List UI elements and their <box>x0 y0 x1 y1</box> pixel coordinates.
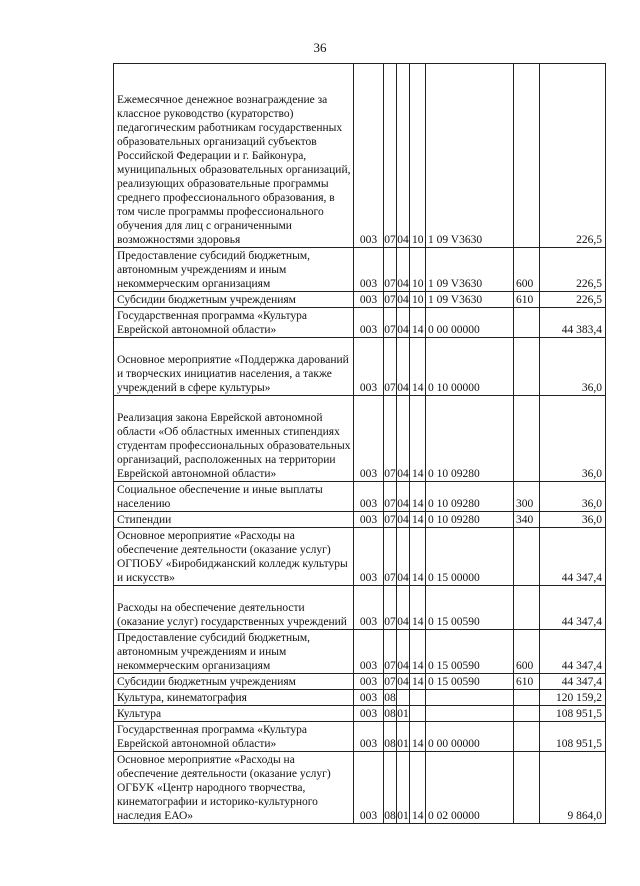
section-code-cell: 07 <box>384 482 397 512</box>
table-row <box>114 528 606 586</box>
csr-prefix-cell <box>410 706 426 722</box>
grbs-code-cell: 003 <box>354 586 384 630</box>
section-code-cell: 07 <box>384 586 397 630</box>
target-article-code-cell: 0 15 00590 <box>426 586 514 630</box>
subsection-code-cell <box>397 690 410 706</box>
amount-cell: 44 347,4 <box>540 586 606 630</box>
section-code-cell: 07 <box>384 292 397 308</box>
section-code-cell: 07 <box>384 528 397 586</box>
expense-type-code-cell <box>514 722 540 752</box>
table-row <box>114 64 606 248</box>
target-article-code-cell <box>426 706 514 722</box>
csr-prefix-cell: 14 <box>410 308 426 338</box>
expense-type-code-cell <box>514 308 540 338</box>
row-name-cell: Государственная программа «Культура Еврейской автономной области» <box>114 308 354 338</box>
row-name-cell: Реализация закона Еврейской автономной области «Об областных именных стипендиях студентам профессиональных образовательных организаций, расположенных на территории Еврейской автономной области» <box>114 396 354 482</box>
section-code-cell: 08 <box>384 722 397 752</box>
expense-type-code-cell <box>514 586 540 630</box>
csr-prefix-cell: 14 <box>410 674 426 690</box>
expense-type-code-cell <box>514 338 540 396</box>
row-name-cell: Субсидии бюджетным учреждениям <box>114 292 354 308</box>
target-article-code-cell: 0 15 00000 <box>426 528 514 586</box>
table-row <box>114 248 606 292</box>
grbs-code-cell: 003 <box>354 690 384 706</box>
subsection-code-cell: 04 <box>397 674 410 690</box>
section-code-cell: 07 <box>384 512 397 528</box>
row-name-cell: Стипендии <box>114 512 354 528</box>
section-code-cell: 07 <box>384 630 397 674</box>
amount-cell: 9 864,0 <box>540 752 606 824</box>
expense-type-code-cell <box>514 752 540 824</box>
csr-prefix-cell: 10 <box>410 292 426 308</box>
expense-type-code-cell: 300 <box>514 482 540 512</box>
amount-cell: 36,0 <box>540 396 606 482</box>
grbs-code-cell: 003 <box>354 512 384 528</box>
table-row <box>114 308 606 338</box>
grbs-code-cell: 003 <box>354 64 384 248</box>
grbs-code-cell: 003 <box>354 396 384 482</box>
csr-prefix-cell: 14 <box>410 722 426 752</box>
section-code-cell: 07 <box>384 308 397 338</box>
amount-cell: 226,5 <box>540 64 606 248</box>
csr-prefix-cell: 14 <box>410 752 426 824</box>
row-name-cell: Субсидии бюджетным учреждениям <box>114 674 354 690</box>
target-article-code-cell: 1 09 V3630 <box>426 248 514 292</box>
subsection-code-cell: 04 <box>397 630 410 674</box>
subsection-code-cell: 04 <box>397 248 410 292</box>
csr-prefix-cell: 14 <box>410 512 426 528</box>
table-row <box>114 674 606 690</box>
subsection-code-cell: 01 <box>397 722 410 752</box>
target-article-code-cell: 0 15 00590 <box>426 674 514 690</box>
amount-cell: 44 347,4 <box>540 630 606 674</box>
grbs-code-cell: 003 <box>354 292 384 308</box>
section-code-cell: 07 <box>384 64 397 248</box>
grbs-code-cell: 003 <box>354 248 384 292</box>
expense-type-code-cell <box>514 706 540 722</box>
amount-cell: 108 951,5 <box>540 706 606 722</box>
grbs-code-cell: 003 <box>354 528 384 586</box>
subsection-code-cell: 04 <box>397 308 410 338</box>
target-article-code-cell: 0 10 09280 <box>426 482 514 512</box>
row-name-cell: Предоставление субсидий бюджетным, автономным учреждениям и иным некоммерческим организациям <box>114 248 354 292</box>
table-row <box>114 482 606 512</box>
csr-prefix-cell: 10 <box>410 248 426 292</box>
section-code-cell: 08 <box>384 752 397 824</box>
table-row <box>114 706 606 722</box>
csr-prefix-cell: 14 <box>410 396 426 482</box>
target-article-code-cell: 1 09 V3630 <box>426 292 514 308</box>
table-row <box>114 396 606 482</box>
expense-type-code-cell: 340 <box>514 512 540 528</box>
subsection-code-cell: 04 <box>397 482 410 512</box>
amount-cell: 44 347,4 <box>540 674 606 690</box>
csr-prefix-cell: 14 <box>410 630 426 674</box>
subsection-code-cell: 04 <box>397 512 410 528</box>
row-name-cell: Основное мероприятие «Расходы на обеспечение деятельности (оказание услуг) ОГБУК «Центр народного творчества, кинематографии и историко-культурного наследия ЕАО» <box>114 752 354 824</box>
row-name-cell: Предоставление субсидий бюджетным, автономным учреждениям и иным некоммерческим организациям <box>114 630 354 674</box>
expense-type-code-cell <box>514 396 540 482</box>
table-row <box>114 752 606 824</box>
amount-cell: 36,0 <box>540 512 606 528</box>
amount-cell: 44 347,4 <box>540 528 606 586</box>
amount-cell: 44 383,4 <box>540 308 606 338</box>
subsection-code-cell: 04 <box>397 292 410 308</box>
table-row <box>114 722 606 752</box>
target-article-code-cell <box>426 690 514 706</box>
table-row <box>114 292 606 308</box>
expense-type-code-cell: 610 <box>514 674 540 690</box>
grbs-code-cell: 003 <box>354 308 384 338</box>
target-article-code-cell: 0 00 00000 <box>426 308 514 338</box>
target-article-code-cell: 0 00 00000 <box>426 722 514 752</box>
subsection-code-cell: 04 <box>397 396 410 482</box>
row-name-cell: Культура <box>114 706 354 722</box>
expense-type-code-cell <box>514 528 540 586</box>
grbs-code-cell: 003 <box>354 722 384 752</box>
expense-type-code-cell <box>514 64 540 248</box>
target-article-code-cell: 0 15 00590 <box>426 630 514 674</box>
grbs-code-cell: 003 <box>354 482 384 512</box>
row-name-cell: Культура, кинематография <box>114 690 354 706</box>
grbs-code-cell: 003 <box>354 706 384 722</box>
grbs-code-cell: 003 <box>354 674 384 690</box>
target-article-code-cell: 0 10 09280 <box>426 512 514 528</box>
subsection-code-cell: 04 <box>397 528 410 586</box>
amount-cell: 226,5 <box>540 292 606 308</box>
subsection-code-cell: 01 <box>397 706 410 722</box>
amount-cell: 120 159,2 <box>540 690 606 706</box>
budget-table <box>113 63 606 824</box>
expense-type-code-cell <box>514 690 540 706</box>
grbs-code-cell: 003 <box>354 338 384 396</box>
amount-cell: 226,5 <box>540 248 606 292</box>
row-name-cell: Основное мероприятие «Расходы на обеспечение деятельности (оказание услуг) ОГПОБУ «Биробиджанский колледж культуры и искусств» <box>114 528 354 586</box>
grbs-code-cell: 003 <box>354 752 384 824</box>
subsection-code-cell: 04 <box>397 64 410 248</box>
expense-type-code-cell: 610 <box>514 292 540 308</box>
target-article-code-cell: 0 10 00000 <box>426 338 514 396</box>
expense-type-code-cell: 600 <box>514 248 540 292</box>
page-number: 36 <box>313 40 327 55</box>
table-row <box>114 630 606 674</box>
subsection-code-cell: 01 <box>397 752 410 824</box>
amount-cell: 36,0 <box>540 338 606 396</box>
target-article-code-cell: 1 09 V3630 <box>426 64 514 248</box>
row-name-cell: Ежемесячное денежное вознаграждение за классное руководство (кураторство) педагогическим работникам государственных образовательных организаций субъектов Российской Федерации и г. Байконура, муниципальных образовательных организаций, реализующих образовательные программы среднего профессионального образования, в том числе программы профессионального обучения для лиц с ограниченными возможностями здоровья <box>114 64 354 248</box>
amount-cell: 36,0 <box>540 482 606 512</box>
section-code-cell: 07 <box>384 674 397 690</box>
amount-cell: 108 951,5 <box>540 722 606 752</box>
grbs-code-cell: 003 <box>354 630 384 674</box>
expense-type-code-cell: 600 <box>514 630 540 674</box>
csr-prefix-cell: 10 <box>410 64 426 248</box>
subsection-code-cell: 04 <box>397 338 410 396</box>
row-name-cell: Основное мероприятие «Поддержка дарований и творческих инициатив населения, а также учреждений в сфере культуры» <box>114 338 354 396</box>
table-row <box>114 338 606 396</box>
section-code-cell: 07 <box>384 338 397 396</box>
section-code-cell: 07 <box>384 396 397 482</box>
target-article-code-cell: 0 10 09280 <box>426 396 514 482</box>
csr-prefix-cell: 14 <box>410 528 426 586</box>
table-row <box>114 586 606 630</box>
csr-prefix-cell: 14 <box>410 338 426 396</box>
csr-prefix-cell: 14 <box>410 482 426 512</box>
row-name-cell: Социальное обеспечение и иные выплаты населению <box>114 482 354 512</box>
row-name-cell: Государственная программа «Культура Еврейской автономной области» <box>114 722 354 752</box>
section-code-cell: 08 <box>384 706 397 722</box>
section-code-cell: 07 <box>384 248 397 292</box>
csr-prefix-cell: 14 <box>410 586 426 630</box>
subsection-code-cell: 04 <box>397 586 410 630</box>
row-name-cell: Расходы на обеспечение деятельности (оказание услуг) государственных учреждений <box>114 586 354 630</box>
table-row <box>114 690 606 706</box>
table-row <box>114 512 606 528</box>
csr-prefix-cell <box>410 690 426 706</box>
target-article-code-cell: 0 02 00000 <box>426 752 514 824</box>
section-code-cell: 08 <box>384 690 397 706</box>
